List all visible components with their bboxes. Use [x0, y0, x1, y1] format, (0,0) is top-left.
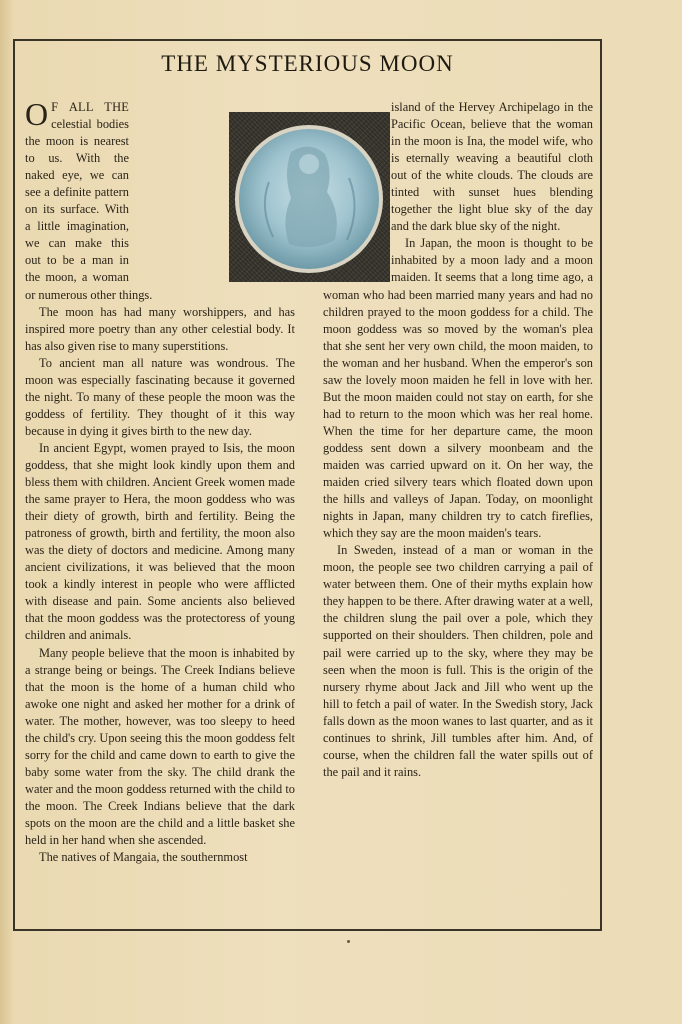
paragraph: The natives of Mangaia, the southernmost [39, 850, 248, 865]
right-column [323, 99, 593, 781]
article-frame [13, 39, 602, 931]
paragraph: The moon has had many worshippers, and has inspired more poetry than any other celestial body. It has also given rise to many superstitions. [25, 304, 295, 353]
lead-in: F ALL THE [51, 100, 129, 114]
page-mark [347, 940, 350, 943]
paragraph: To ancient man all nature was wondrous. The moon was especially fascinating because it governed the night. To many of these people the moon was the goddess of fertility. They thought of it this way because in dying it gives birth to the new day. [25, 355, 295, 438]
paragraph: Many people believe that the moon is inhabited by a strange being or beings. The Creek Indians believe that the moon is the home of a human child who awoke one night and asked her mother for a drink of water. The mother, however, was too sleepy to heed the child's cry. Upon seeing this the moon goddess felt sorry for the child and came down to earth to give the baby some water from the sky. The child drank the water and the moon goddess returned with the child to the moon. The Creek Indians believe that the dark spots on the moon are the child and a little basket she held in her hand when she ascended. [25, 645, 295, 848]
paragraph-text: celestial bodies the moon is nearest to us. With the naked eye, we can see a definite pattern on its surface. With a little imagination, we can make this out to be a man in the moon, a woman or numerous other things. [25, 117, 153, 302]
paragraph: In Japan, the moon is thought to be inhabited by a moon lady and a moon maiden. It seems that a long time ago, a woman who had been married many years and had no children prayed to the moon goddess for a child. The moon goddess was so moved by the woman's plea that she sent her very own child, the moon maiden, to the woman and her husband. When the emperor's son saw the lovely moon maiden he fell in love with her. But the moon maiden could not stay on earth, for she had to return to the moon which was her real home. When the time for her departure came, the moon goddess sent down a silvery moonbeam and the maiden was carried upward on it. On her way, the maiden cried silvery tears which floated down upon the hills and valleys of Japan. Today, on moonlight nights in Japan, many children try to catch fireflies, which they say are the moon maiden's tears. [323, 236, 593, 541]
paragraph: In ancient Egypt, women prayed to Isis, the moon goddess, that she might look kindly upon them and bless them with children. Ancient Greek women made the same prayer to Hera, the moon goddess who was their diety of growth, birth and fertility. Being the patroness of growth, birth and fertility, the moon also was the diety of doctors and medicine. Among many ancient civilizations, it was believed that the moon took a kindly interest in people who were afflicted with disease and pain. Some ancients also believed that the moon goddess was the protectoress of young children and animals. [25, 440, 295, 643]
paragraph: In Sweden, instead of a man or woman in the moon, the people see two children carrying a pail of water between them. One of their myths explain how they happen to be there. After drawing water at a well, the children slung the pail over a pole, which they supported on their shoulders. Then children, pole and pail were carried up to the sky, where they may be seen when the moon is full. This is the origin of the nursery rhyme about Jack and Jill who went up the hill to fetch a pail of water. In the Swedish story, Jack falls down as the moon wanes to last quarter, and as it continues to shrink, Jill tumbles after him. And, of course, when the children fall the water spills out of the pail and it rains. [323, 543, 593, 779]
left-column [25, 96, 295, 866]
paragraph: island of the Hervey Archipelago in the Pacific Ocean, believe that the woman in the moon is Ina, the model wife, who is eternally weaving a beautiful cloth out of the white clouds. The clouds are tinted with sunset hues blending together the light blue sky of the day and the dark blue sky of the night. [391, 100, 593, 234]
article-title: THE MYSTERIOUS MOON [161, 51, 454, 76]
drop-cap: O [25, 96, 49, 132]
